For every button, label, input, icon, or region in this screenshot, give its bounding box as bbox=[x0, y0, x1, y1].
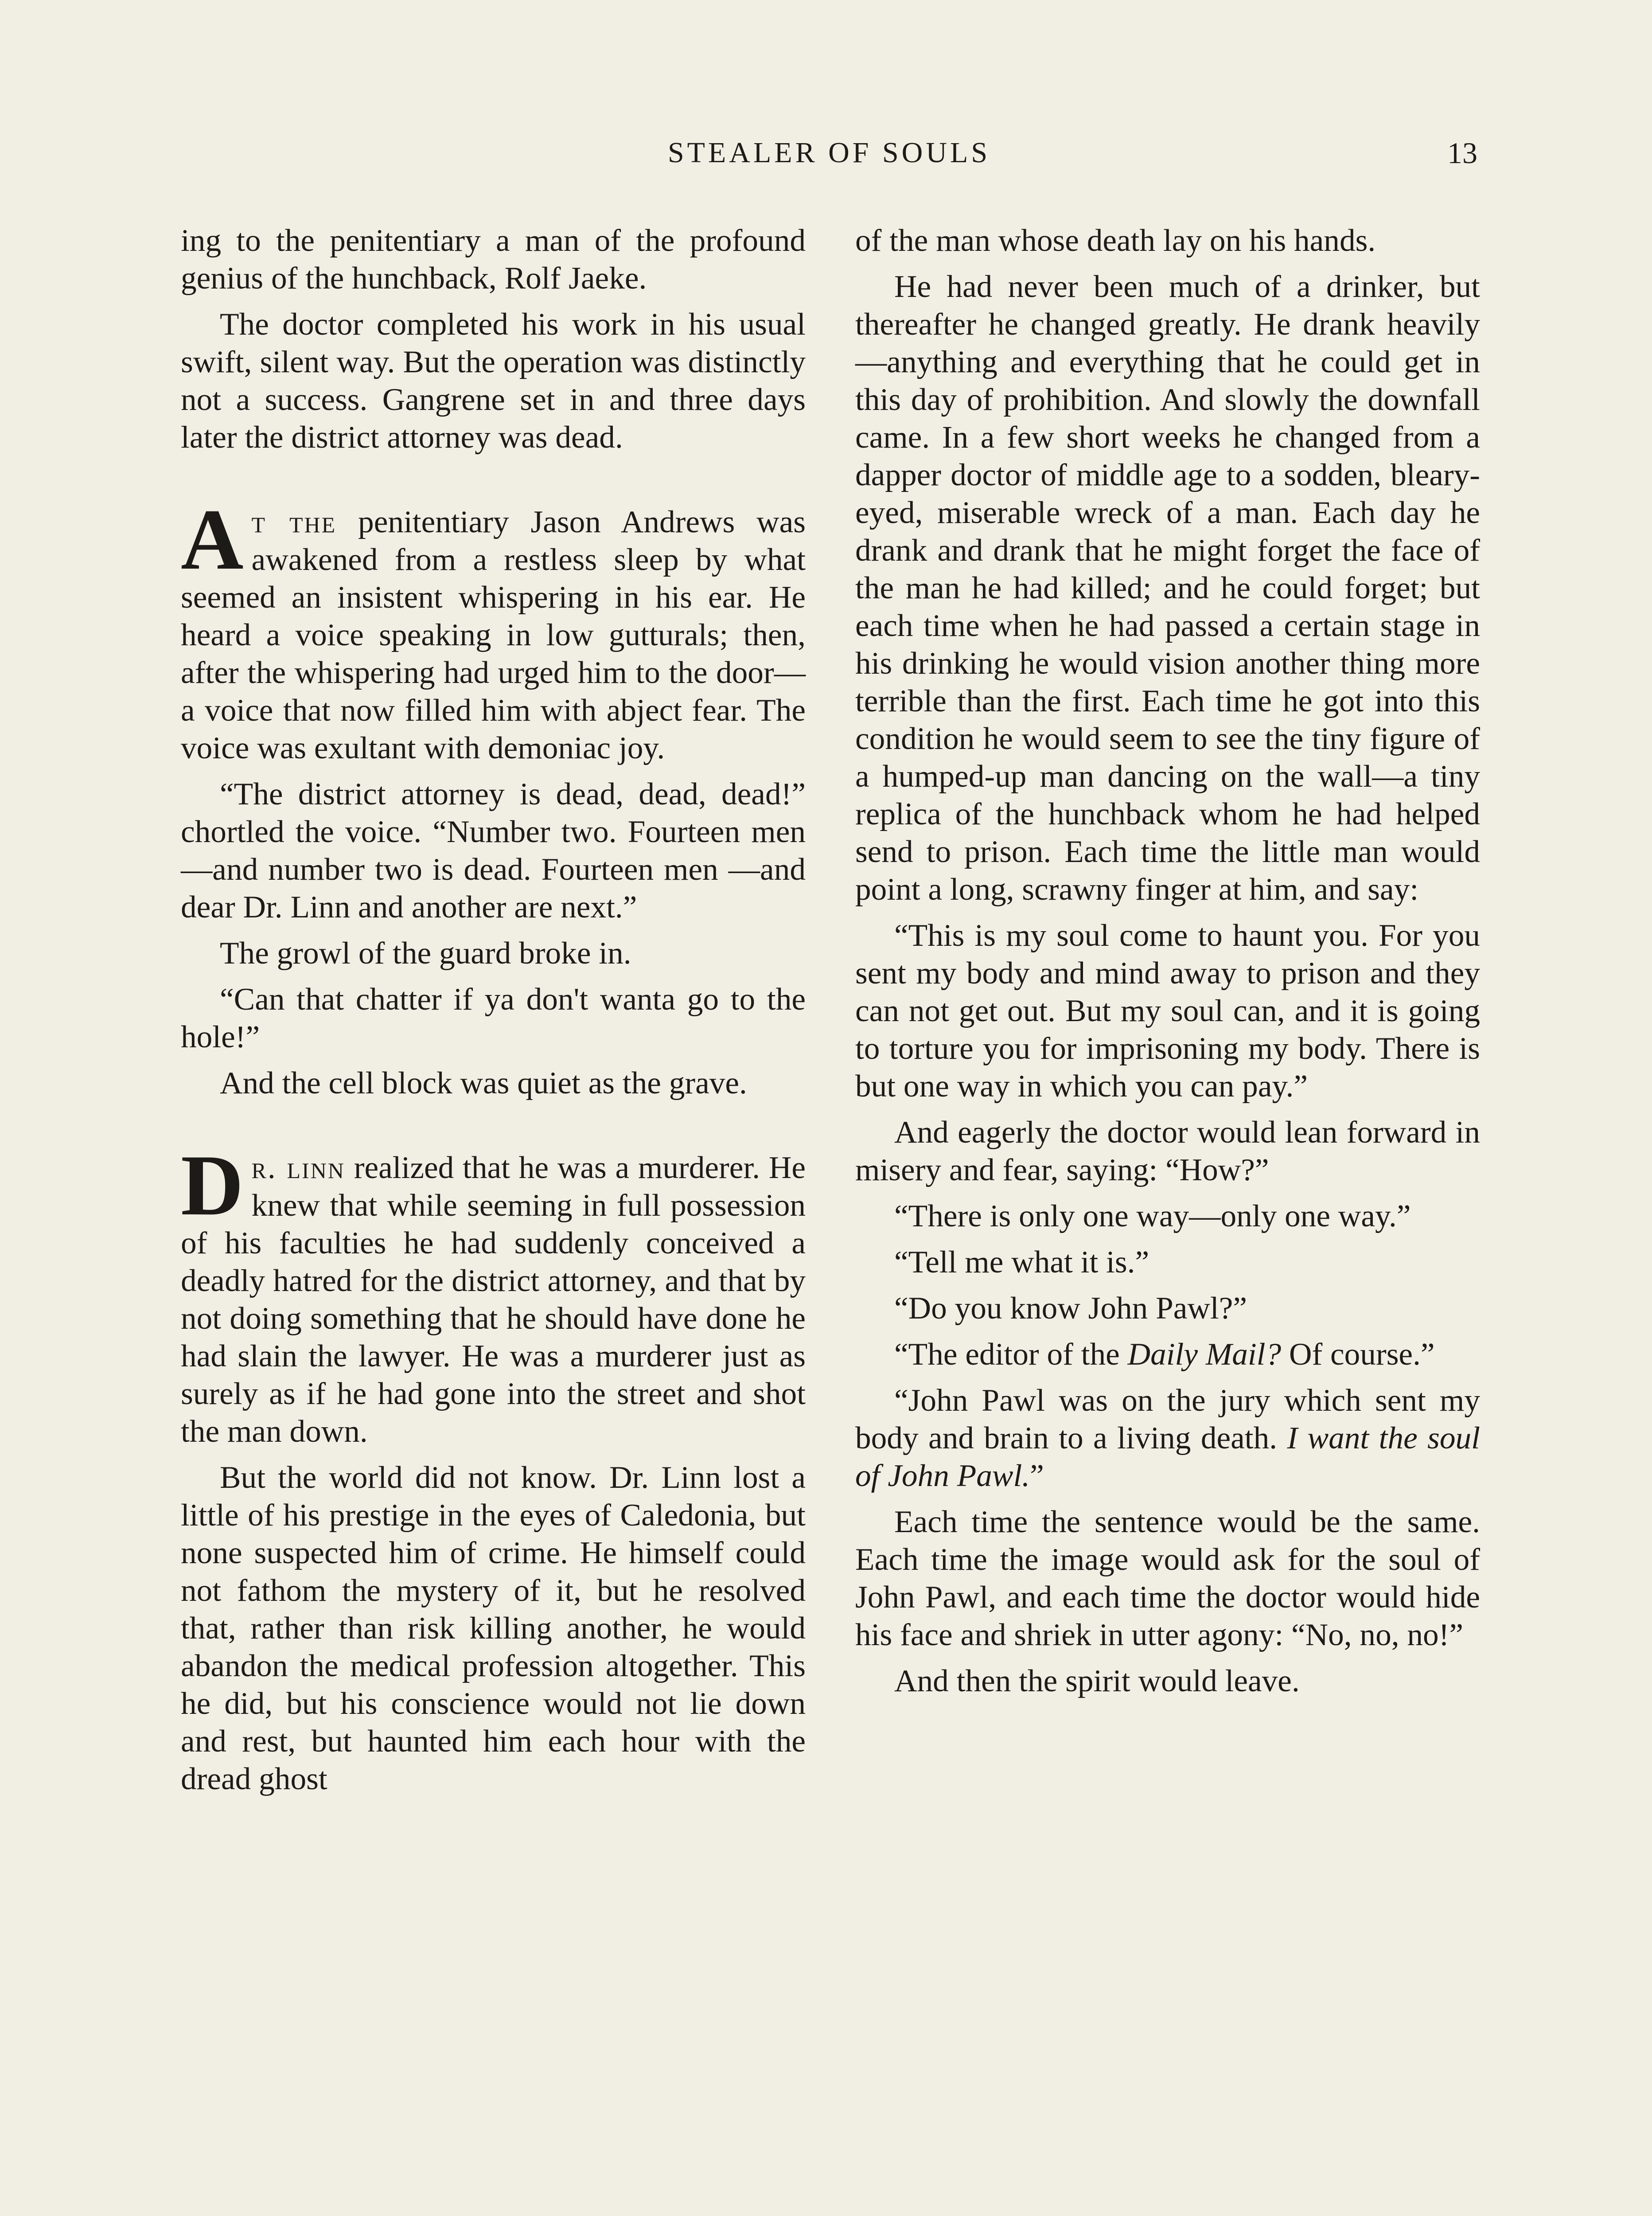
paragraph: ing to the penitentiary a man of the profound genius of the hunchback, Rolf Jaeke. bbox=[181, 223, 806, 296]
paragraph bbox=[855, 1381, 1480, 1494]
paragraph: The doctor completed his work in his usual swift, silent way. But the operation was distinctly not a success. Gangrene set in and three days later the district attorney was dead. bbox=[181, 307, 806, 455]
paragraph: But the world did not know. Dr. Linn lost a little of his prestige in the eyes of Caledonia, but none suspected him of crime. He himself could not fathom the mystery of it, but he resolved that, rather than risk killing another, he would abandon the medical profession altogether. This he did, but his conscience would not lie down and rest, but haunted him each hour with the dread ghost bbox=[181, 1460, 806, 1796]
paragraph-text: penitentiary Jason Andrews was awakened from a restless sleep by what seemed an insistent whispering in his ear. He heard a voice speaking in low gutturals; then, after the whispering had urged him to the door—a voice that now filled him with abject fear. The voice was exultant with demoniac joy. bbox=[181, 504, 806, 765]
text-run: Of course.” bbox=[1281, 1337, 1435, 1372]
italic-text: I want the soul of John Pawl. bbox=[855, 1420, 1480, 1493]
paragraph: The growl of the guard broke in. bbox=[220, 936, 631, 971]
right-column bbox=[855, 222, 1480, 1700]
paragraph: “Tell me what it is.” bbox=[894, 1245, 1149, 1280]
text-run: “The editor of the bbox=[894, 1337, 1128, 1372]
paragraph: “The district attorney is dead, dead, dead!” chortled the voice. “Number two. Fourteen men—and number two is dead. Fourteen men —and dear Dr. Linn and another are next.” bbox=[181, 776, 806, 925]
paragraph: “There is only one way—only one way.” bbox=[894, 1198, 1411, 1233]
drop-cap: A bbox=[181, 492, 244, 588]
page-number: 13 bbox=[1447, 136, 1477, 170]
paragraph: And the cell block was quiet as the grave. bbox=[220, 1065, 747, 1100]
paragraph: And then the spirit would leave. bbox=[894, 1663, 1300, 1698]
paragraph bbox=[855, 1335, 1480, 1373]
small-caps-lead: t the bbox=[251, 504, 337, 539]
left-column bbox=[181, 222, 806, 1798]
paragraph: And eagerly the doctor would lean forward in misery and fear, saying: “How?” bbox=[855, 1115, 1480, 1187]
small-caps-lead: r. linn bbox=[251, 1150, 345, 1185]
italic-text: Daily Mail? bbox=[1127, 1337, 1282, 1372]
section-paragraph bbox=[181, 1137, 806, 1450]
paragraph: “Do you know John Pawl?” bbox=[894, 1291, 1247, 1326]
drop-cap: D bbox=[181, 1137, 244, 1233]
paragraph: “This is my soul come to haunt you. For you sent my body and mind away to prison and they can not get out. But my soul can, and it is going to torture you for imprisoning my body. There is but one way in which you can pay.” bbox=[855, 918, 1480, 1104]
paragraph: “Can that chatter if ya don't wanta go to the hole!” bbox=[181, 982, 806, 1054]
text-run: ” bbox=[1030, 1458, 1044, 1493]
section-paragraph bbox=[181, 492, 806, 767]
paragraph: He had never been much of a drinker, but thereafter he changed greatly. He drank heavily—anything and everything that he could get in this day of prohibition. And slowly the downfall came. In a few short weeks he changed from a dapper doctor of middle age to a sodden, bleary-eyed, miserable wreck of a man. Each day he drank and drank that he might forget the face of the man he had killed; and he could forget; but each time when he had passed a certain stage in his drinking he would vision another thing more terrible than the first. Each time he got into this condition he would seem to see the tiny figure of a humped-up man dancing on the wall—a tiny replica of the hunchback whom he had helped send to prison. Each time the little man would point a long, scrawny finger at him, and say: bbox=[855, 269, 1480, 907]
paragraph: Each time the sentence would be the same. Each time the image would ask for the soul of John Pawl, and each time the doctor would hide his face and shriek in utter agony: “No, no, no!” bbox=[855, 1504, 1480, 1652]
page-header bbox=[181, 133, 1477, 173]
text-run: “John Pawl was on the jury which sent my body and brain to a living death. bbox=[855, 1383, 1480, 1455]
paragraph-text: realized that he was a murderer. He knew that while seeming in full possession of his faculties he had suddenly conceived a deadly hatred for the district attorney, and that by not doing something that he should have done he had slain the lawyer. He was a murderer just as surely as if he had gone into the street and shot the man down. bbox=[181, 1150, 806, 1449]
running-title: STEALER OF SOULS bbox=[667, 137, 991, 169]
paragraph: of the man whose death lay on his hands. bbox=[855, 223, 1376, 258]
